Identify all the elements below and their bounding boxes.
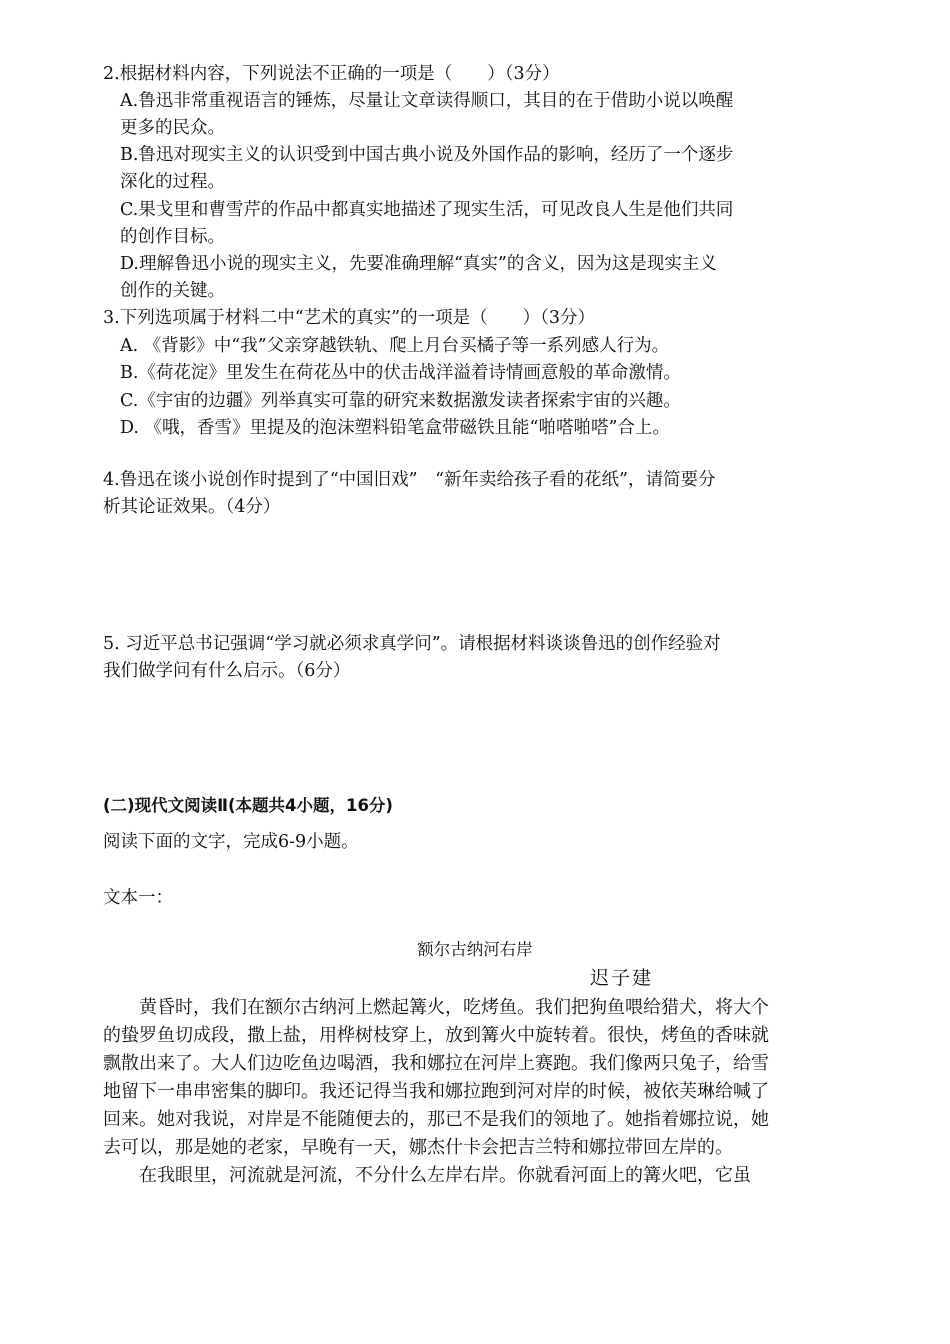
q3-option-c: C.《宇宙的边疆》列举真实可靠的研究来数据激发读者探索宇宙的兴趣。 <box>120 391 681 411</box>
essay-para1-line4: 地留下一串串密集的脚印。我还记得当我和娜拉跑到河对岸的时候，被依芙琳给喊了 <box>103 1081 769 1101</box>
essay-author: 迟子建 <box>590 967 654 989</box>
q2-option-b-line2: 深化的过程。 <box>120 172 225 192</box>
q2-option-c-line1: C.果戈里和曹雪芹的作品中都真实地描述了现实生活，可见改良人生是他们共同 <box>120 200 734 220</box>
q4-line1: 4.鲁迅在谈小说创作时提到了“中国旧戏” “新年卖给孩子看的花纸”，请简要分 <box>103 470 716 490</box>
q5-line1: 5. 习近平总书记强调“学习就必须求真学问”。请根据材料谈谈鲁迅的创作经验对 <box>103 634 721 654</box>
essay-para1-line5: 回来。她对我说，对岸是不能随便去的，那已不是我们的领地了。她指着娜拉说，她 <box>103 1109 769 1129</box>
q3-option-a: A. 《背影》中“我”父亲穿越铁轨、爬上月台买橘子等一系列感人行为。 <box>120 336 670 356</box>
q2-option-d-line2: 创作的关键。 <box>120 281 225 301</box>
q2-option-a-line1: A.鲁迅非常重视语言的锤炼，尽量让文章读得顺口，其目的在于借助小说以唤醒 <box>120 91 734 111</box>
text-one-label: 文本一： <box>103 888 173 908</box>
essay-para1-line3: 飘散出来了。大人们边吃鱼边喝酒，我和娜拉在河岸上赛跑。我们像两只兔子，给雪 <box>103 1053 769 1073</box>
essay-para1-line6: 去可以，那是她的老家，早晚有一天，娜杰什卡会把吉兰特和娜拉带回左岸的。 <box>103 1137 733 1157</box>
q5-line2: 我们做学问有什么启示。（6分） <box>103 661 351 681</box>
essay-para1-line1: 黄昏时，我们在额尔古纳河上燃起篝火，吃烤鱼。我们把狗鱼喂给猎犬，将大个 <box>103 997 769 1017</box>
q2-option-d-line1: D.理解鲁迅小说的现实主义，先要准确理解“真实”的含义，因为这是现实主义 <box>120 254 717 274</box>
section-title: (二)现代文阅读Ⅱ(本题共4小题，16分) <box>103 796 393 815</box>
q2-option-a-line2: 更多的民众。 <box>120 118 225 138</box>
q3-option-d: D. 《哦，香雪》里提及的泡沫塑料铅笔盒带磁铁且能“啪嗒啪嗒”合上。 <box>120 418 670 438</box>
section-instruction: 阅读下面的文字，完成6-9小题。 <box>103 832 359 852</box>
essay-para2-line1: 在我眼里，河流就是河流，不分什么左岸右岸。你就看河面上的篝火吧，它虽 <box>103 1165 751 1185</box>
q3-stem: 3.下列选项属于材料二中“艺术的真实”的一项是（ ）（3分） <box>103 308 595 328</box>
essay-para1-line2: 的蛰罗鱼切成段，撒上盐，用桦树枝穿上，放到篝火中旋转着。很快，烤鱼的香味就 <box>103 1025 769 1045</box>
q2-option-c-line2: 的创作目标。 <box>120 227 225 247</box>
q2-stem: 2.根据材料内容，下列说法不正确的一项是（ ）（3分） <box>103 64 560 84</box>
q2-option-b-line1: B.鲁迅对现实主义的认识受到中国古典小说及外国作品的影响，经历了一个逐步 <box>120 145 734 165</box>
q4-line2: 析其论证效果。（4分） <box>103 497 281 517</box>
q3-option-b: B.《荷花淀》里发生在荷花丛中的伏击战洋溢着诗情画意般的革命激情。 <box>120 363 681 383</box>
essay-title: 额尔古纳河右岸 <box>417 940 533 959</box>
